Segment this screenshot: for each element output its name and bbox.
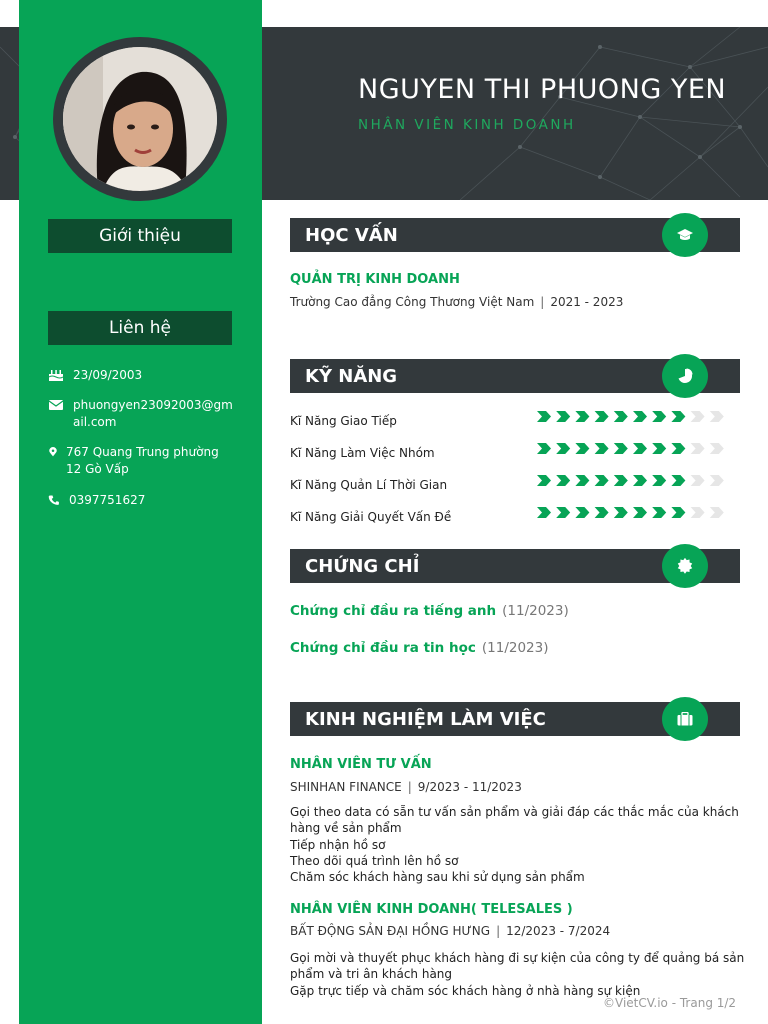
- certificates-icon-circle: [662, 544, 708, 588]
- phone-icon: [48, 493, 60, 507]
- skill-chevron-filled: [614, 411, 628, 422]
- skill-name: Kĩ Năng Giải Quyết Vấn Đề: [290, 510, 452, 524]
- job-title: NHÂN VIÊN KINH DOANH( TELESALES ): [290, 902, 573, 917]
- skill-level-indicator: [537, 506, 733, 520]
- certificate-name: Chứng chỉ đầu ra tin học: [290, 640, 476, 656]
- skill-name: Kĩ Năng Giao Tiếp: [290, 414, 397, 428]
- job-description-line: Chăm sóc khách hàng sau khi sử dụng sản phẩm: [290, 870, 585, 885]
- contact-heading: Liên hệ: [48, 311, 232, 345]
- certificate-name: Chứng chỉ đầu ra tiếng anh: [290, 603, 497, 619]
- footer-note: ©VietCV.io - Trang 1/2: [603, 996, 737, 1010]
- job-meta: SHINHAN FINANCE | 9/2023 - 11/2023: [290, 780, 522, 794]
- pie-chart-icon: [677, 368, 693, 384]
- skill-chevron-filled: [537, 411, 551, 422]
- skill-chevron-empty: [710, 443, 724, 454]
- graduation-cap-icon: [676, 228, 694, 242]
- skills-icon-circle: [662, 354, 708, 398]
- skill-chevron-filled: [575, 507, 589, 518]
- skill-chevron-filled: [537, 443, 551, 454]
- skill-row: [290, 476, 740, 494]
- skill-name: Kĩ Năng Làm Việc Nhóm: [290, 446, 435, 460]
- skill-chevron-filled: [671, 443, 685, 454]
- contact-email: [48, 397, 248, 433]
- education-period: 2021 - 2023: [550, 295, 624, 309]
- skill-chevron-filled: [537, 475, 551, 486]
- skill-chevron-filled: [652, 507, 666, 518]
- skill-chevron-empty: [691, 443, 705, 454]
- email-text[interactable]: phuongyen23092003@gmail.com: [73, 398, 233, 429]
- experience-icon-circle: [662, 697, 708, 741]
- job-period: 9/2023 - 11/2023: [417, 780, 522, 794]
- skill-chevron-empty: [710, 411, 724, 422]
- certificates-section-header: [290, 549, 740, 583]
- education-meta: Trường Cao đẳng Công Thương Việt Nam | 2021 - 2023: [290, 295, 624, 309]
- contact-birthday: [48, 367, 248, 385]
- skill-chevron-empty: [710, 475, 724, 486]
- skill-chevron-filled: [671, 411, 685, 422]
- job-title: NHÂN VIÊN TƯ VẤN: [290, 757, 432, 772]
- skill-chevron-filled: [652, 411, 666, 422]
- education-school: Trường Cao đẳng Công Thương Việt Nam: [290, 295, 535, 309]
- job-description-line: Tiếp nhận hồ sơ: [290, 837, 386, 852]
- skill-row: [290, 508, 740, 526]
- map-pin-icon: [48, 445, 58, 459]
- contact-address: [48, 444, 248, 480]
- avatar: [63, 47, 217, 191]
- skill-chevron-filled: [652, 475, 666, 486]
- skill-chevron-filled: [575, 443, 589, 454]
- skill-chevron-filled: [652, 443, 666, 454]
- briefcase-icon: [677, 712, 693, 726]
- skill-chevron-filled: [671, 475, 685, 486]
- skill-chevron-filled: [556, 411, 570, 422]
- job-company: BẤT ĐỘNG SẢN ĐẠI HỒNG HƯNG: [290, 924, 491, 938]
- job-description-line: Gặp trực tiếp và chăm sóc khách hàng ở nhà hàng sự kiện: [290, 983, 641, 998]
- skill-chevron-empty: [710, 507, 724, 518]
- experience-heading: KINH NGHIỆM LÀM VIỆC: [305, 709, 546, 730]
- skill-chevron-empty: [691, 475, 705, 486]
- skill-chevron-filled: [556, 443, 570, 454]
- job-period: 12/2023 - 7/2024: [506, 924, 611, 938]
- skill-chevron-filled: [633, 443, 647, 454]
- badge-icon: [677, 558, 693, 574]
- certificate-item: [290, 603, 569, 619]
- birthday-cake-icon: [48, 368, 64, 382]
- job-description-line: Theo dõi quá trình lên hồ sơ: [290, 853, 459, 868]
- contact-phone: [48, 492, 248, 510]
- skill-chevron-filled: [556, 507, 570, 518]
- skill-chevron-filled: [556, 475, 570, 486]
- skill-level-indicator: [537, 410, 733, 424]
- skill-chevron-empty: [691, 507, 705, 518]
- envelope-icon: [48, 398, 64, 412]
- candidate-job-title: NHÂN VIÊN KINH DOANH: [358, 117, 576, 133]
- job-description: [290, 950, 750, 999]
- skill-chevron-filled: [633, 507, 647, 518]
- job-description: [290, 804, 750, 885]
- job-meta: BẤT ĐỘNG SẢN ĐẠI HỒNG HƯNG | 12/2023 - 7/2024: [290, 924, 611, 938]
- skill-chevron-filled: [595, 443, 609, 454]
- education-section-header: [290, 218, 740, 252]
- skill-chevron-filled: [614, 443, 628, 454]
- skill-chevron-filled: [575, 475, 589, 486]
- skill-row: [290, 412, 740, 430]
- skill-level-indicator: [537, 442, 733, 456]
- skill-chevron-filled: [633, 411, 647, 422]
- education-heading: HỌC VẤN: [305, 225, 398, 246]
- certificate-item: [290, 640, 549, 656]
- address-text: 767 Quang Trung phường 12 Gò Vấp: [66, 445, 219, 476]
- job-description-line: Gọi mời và thuyết phục khách hàng đi sự kiện của công ty để quảng bá sản phẩm và tri ân khách hàng: [290, 951, 745, 982]
- candidate-name: NGUYEN THI PHUONG YEN: [358, 74, 727, 105]
- education-major: QUẢN TRỊ KINH DOANH: [290, 272, 460, 287]
- skill-level-indicator: [537, 474, 733, 488]
- job-description-line: Gọi theo data có sẵn tư vấn sản phẩm và giải đáp các thắc mắc của khách hàng về sản phẩm: [290, 805, 739, 836]
- skill-chevron-filled: [614, 475, 628, 486]
- skill-row: [290, 444, 740, 462]
- skill-chevron-filled: [633, 475, 647, 486]
- skill-chevron-filled: [537, 507, 551, 518]
- phone-text: 0397751627: [69, 493, 146, 507]
- skills-section-header: [290, 359, 740, 393]
- skill-chevron-filled: [671, 507, 685, 518]
- skill-chevron-empty: [691, 411, 705, 422]
- experience-section-header: [290, 702, 740, 736]
- skills-heading: KỸ NĂNG: [305, 366, 398, 387]
- birthday-text: 23/09/2003: [73, 368, 143, 382]
- certificate-date: (11/2023): [502, 603, 569, 619]
- skill-chevron-filled: [595, 411, 609, 422]
- skill-chevron-filled: [614, 507, 628, 518]
- skill-chevron-filled: [595, 507, 609, 518]
- job-company: SHINHAN FINANCE: [290, 780, 402, 794]
- certificate-date: (11/2023): [481, 640, 549, 656]
- education-icon-circle: [662, 213, 708, 257]
- sidebar: [19, 0, 262, 1024]
- skill-name: Kĩ Năng Quản Lí Thời Gian: [290, 478, 448, 492]
- skill-chevron-filled: [595, 475, 609, 486]
- certificates-heading: CHỨNG CHỈ: [305, 556, 420, 577]
- skill-chevron-filled: [575, 411, 589, 422]
- intro-heading: Giới thiệu: [48, 219, 232, 253]
